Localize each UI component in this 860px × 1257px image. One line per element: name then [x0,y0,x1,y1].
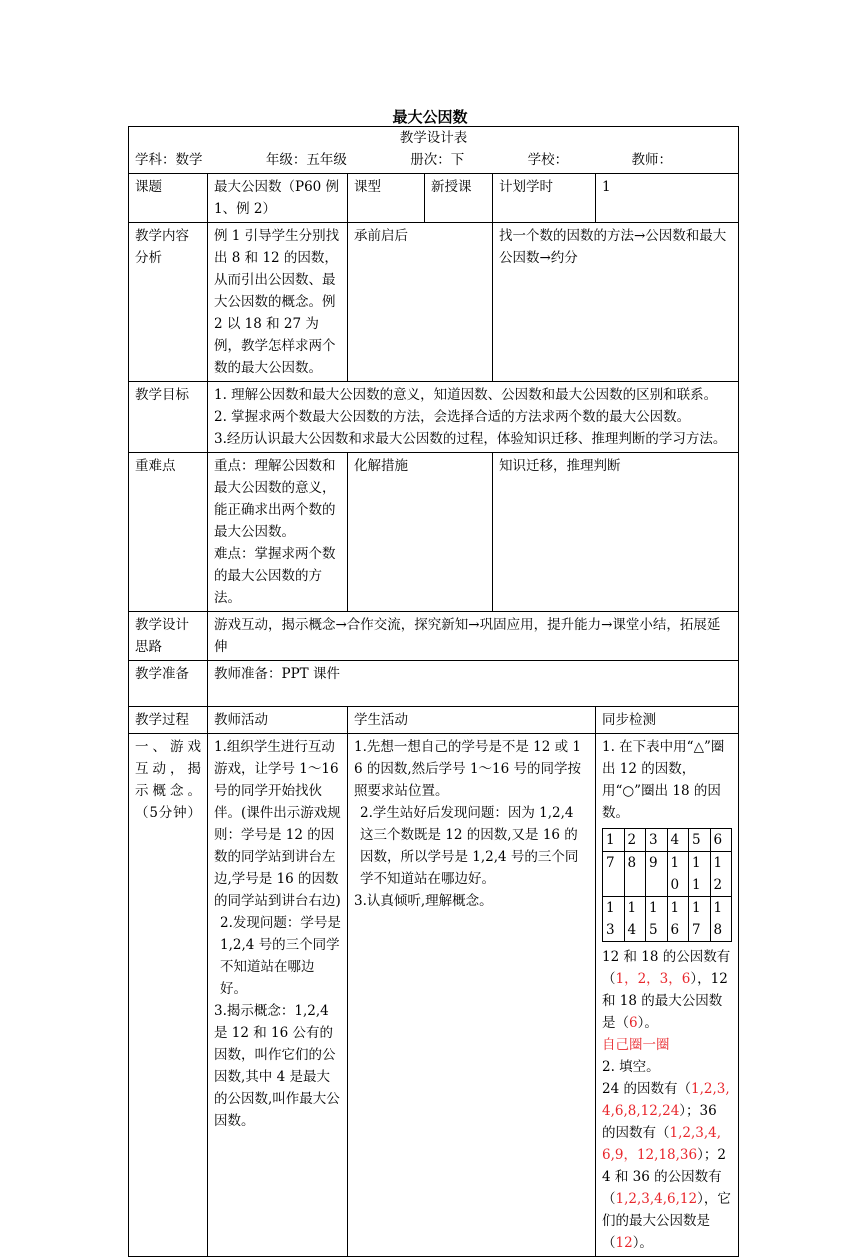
info-volume: 册次：下 [410,152,465,168]
process-row [129,734,739,1257]
link-text: 找一个数的因数的方法→公因数和最大公因数→约分 [493,223,739,382]
grid-cell: 16 [667,897,689,942]
goals-label: 教学目标 [129,382,208,453]
subtitle-row [129,127,739,174]
teacher-step: 3.揭示概念：1,2,4 是 12 和 16 公有的因数，叫作它们的公因数,其中 4 是最大的公因数,叫作最大公因数。 [214,1003,340,1129]
answer-value: 6 [629,1015,638,1031]
page-title: 最大公因数 [392,108,468,126]
keypoints-row [129,453,739,612]
grid-cell: 3 [646,829,668,852]
hours-value: 1 [596,174,739,223]
grid-cell: 2 [624,829,646,852]
answer-value: 1,2,3,4,6,9，12,18,36 [602,1125,722,1163]
answer-text: ）。 [632,1235,653,1251]
topic-label: 课题 [129,174,208,223]
student-step: 1.先想一想自己的学号是不是 12 或 16 的因数,然后学号 1～16 号的同学按照要求站位置。 [354,739,582,799]
subtitle-cell [129,127,739,174]
grid-cell: 5 [689,829,711,852]
grid-cell: 15 [646,897,668,942]
process-header-teacher: 教师活动 [208,707,348,734]
grid-cell: 8 [624,852,646,897]
answer-text: 24 的因数有（ [602,1081,691,1097]
answer-text: ），12 和 18 的最大公因数是（ [602,971,728,1031]
answer-text: ），它们的最大公因数是（ [602,1191,731,1251]
process-stage: 一、游戏互动，揭示概念。（5分钟） [129,734,208,1257]
student-step: 2.学生站好后发现问题：因为 1,2,4 这三个数既是 12 的因数,又是 16 的因数，所以学号是 1,2,4 号的三个同学不知道站在哪边好。 [360,805,579,887]
grid-cell: 7 [603,852,625,897]
design-text: 游戏互动，揭示概念→合作交流，探究新知→巩固应用，提升能力→课堂小结，拓展延伸 [208,612,739,661]
goal-item: 2. 掌握求两个数最大公因数的方法，会选择合适的方法求两个数的最大公因数。 [214,409,691,425]
grid-cell: 6 [710,829,732,852]
teacher-step: 2.发现问题：学号是 1,2,4 号的三个同学不知道站在哪边好。 [220,915,341,997]
check-question-1: 1. 在下表中用“△”圈出 12 的因数，用“○”圈出 18 的因数。 [602,739,725,821]
grid-cell: 12 [710,852,732,897]
answer-text: ）。 [637,1015,658,1031]
grid-row [603,829,732,852]
measure-label: 化解措施 [348,453,493,612]
grid-cell: 9 [646,852,668,897]
info-school: 学校： [527,152,569,168]
info-line [135,149,732,171]
design-row [129,612,739,661]
check-answer-2 [602,1078,732,1254]
student-step: 3.认真倾听,理解概念。 [354,893,493,909]
keypoints-cell [208,453,348,612]
grid-cell: 13 [603,897,625,942]
answer-text: ）；24 和 36 的公因数有（ [602,1147,726,1207]
check-answer-1 [602,946,732,1034]
number-grid [602,828,732,942]
grid-cell: 10 [667,852,689,897]
teacher-step: 1.组织学生进行互动游戏，让学号 1～16 号的同学开始找伙伴。(课件出示游戏规则：学号是 12 的因数的同学站到讲台左边,学号是 16 的因数的同学站到讲台右边) [214,739,341,909]
measure-text: 知识迁移，推理判断 [493,453,739,612]
info-teacher: 教师： [631,152,672,168]
type-value: 新授课 [425,174,493,223]
grid-cell: 4 [667,829,689,852]
process-header-stage: 教学过程 [129,707,208,734]
keypoints-label: 重难点 [129,453,208,612]
answer-text: 12 和 18 的公因数有（ [602,949,731,987]
teacher-activity [208,734,348,1257]
key-point: 重点：理解公因数和最大公因数的意义，能正确求出两个数的最大公因数。 [214,458,336,540]
grid-row [603,852,732,897]
answer-value: 1,2,3,4,6,8,12,24 [602,1081,730,1119]
grid-cell: 1 [603,829,625,852]
prep-text: 教师准备：PPT 课件 [208,661,739,707]
lesson-plan-table [128,126,739,1257]
grid-cell: 11 [689,852,711,897]
design-label: 教学设计思路 [129,612,208,661]
process-header-student: 学生活动 [348,707,596,734]
answer-text: ）；36 的因数有（ [602,1103,717,1141]
topic-value: 最大公因数（P60 例 1、例 2） [208,174,348,223]
difficult-point: 难点：掌握求两个数的最大公因数的方法。 [214,546,336,606]
process-header-row [129,707,739,734]
table-subtitle: 教学设计表 [399,130,468,146]
answer-value: 12 [615,1235,633,1251]
prep-label: 教学准备 [129,661,208,707]
answer-value: 1,2,3,4,6,12 [615,1191,698,1207]
check-question-2: 2. 填空。 [602,1059,660,1075]
type-label: 课型 [348,174,425,223]
sync-check [596,734,739,1257]
answer-value: 1，2，3，6 [615,971,691,987]
info-grade: 年级：五年级 [265,152,347,168]
content-label: 教学内容分析 [129,223,208,382]
student-activity [348,734,596,1257]
grid-cell: 17 [689,897,711,942]
goals-cell [208,382,739,453]
content-row [129,223,739,382]
grid-row [603,897,732,942]
goals-row [129,382,739,453]
info-subject: 学科：数学 [135,152,203,168]
goal-item: 1. 理解公因数和最大公因数的意义，知道因数、公因数和最大公因数的区别和联系。 [214,387,718,403]
grid-cell: 14 [624,897,646,942]
check-note: 自己圈一圈 [602,1037,670,1053]
hours-label: 计划学时 [493,174,596,223]
prep-row [129,661,739,707]
topic-row [129,174,739,223]
grid-cell: 18 [710,897,732,942]
content-text: 例 1 引导学生分别找出 8 和 12 的因数，从而引出公因数、最大公因数的概念。例 2 以 18 和 27 为例，教学怎样求两个数的最大公因数。 [208,223,348,382]
goal-item: 3.经历认识最大公因数和求最大公因数的过程，体验知识迁移、推理判断的学习方法。 [214,431,727,447]
link-label: 承前启后 [348,223,493,382]
process-header-check: 同步检测 [596,707,739,734]
